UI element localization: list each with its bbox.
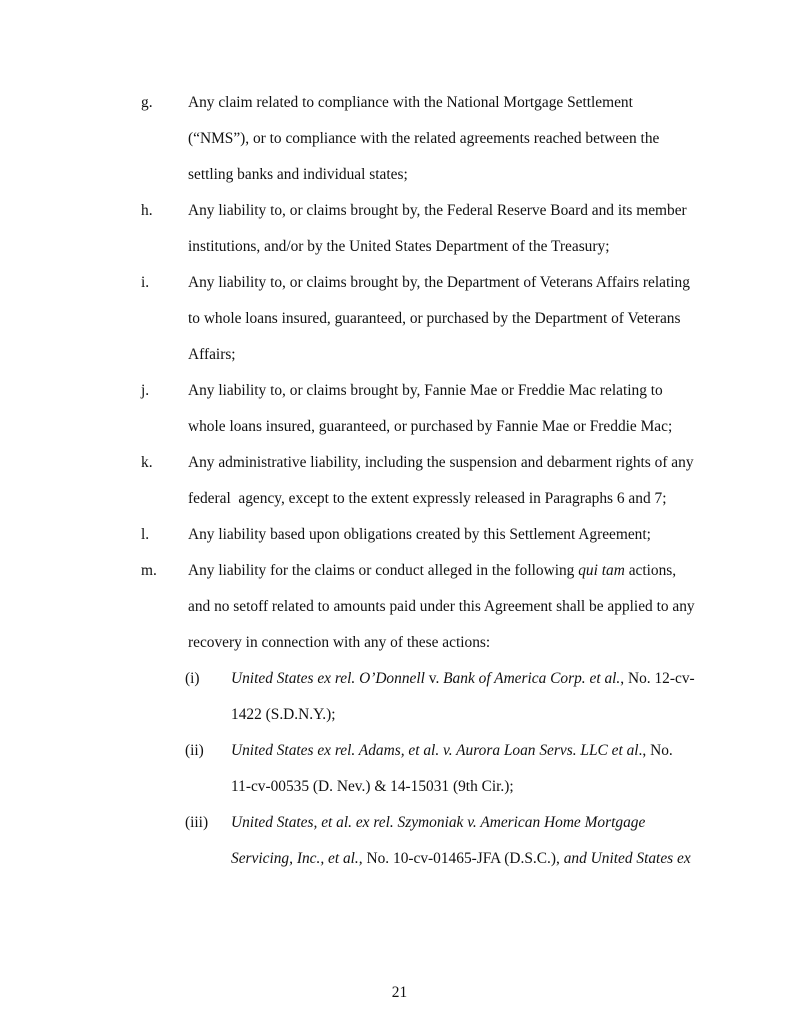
case-name-part: Bank of America Corp. et al.: [443, 670, 621, 687]
item-i-line-2: to whole loans insured, guaranteed, or purchased by the Department of Veterans: [188, 310, 681, 327]
subitem-ii-line-2: 11-cv-00535 (D. Nev.) & 14-15031 (9th Cir.);: [231, 778, 514, 795]
item-k-line-1: Any administrative liability, including the suspension and debarment rights of any: [188, 454, 694, 471]
case-number-text: , No. 12-cv-: [620, 670, 695, 687]
subitem-i-line-2: 1422 (S.D.N.Y.);: [231, 706, 336, 723]
item-i-line-1: Any liability to, or claims brought by, the Department of Veterans Affairs relating: [188, 274, 690, 291]
case-name-part: United States ex rel. Adams, et al. v. Aurora Loan Servs. LLC et al: [231, 742, 639, 759]
subitem-i-line-1: [231, 669, 695, 689]
subitem-ii-line-1: [231, 741, 673, 761]
case-name-part: United States, et al. ex rel. Szymoniak v. American Home Mortgage: [231, 814, 646, 831]
case-number-text: No. 10-cv-01465-JFA (D.S.C.),: [362, 850, 564, 867]
subitem-label-i: (i): [185, 670, 200, 687]
item-label-j: j.: [141, 382, 150, 399]
case-name-part: Servicing, Inc., et al.,: [231, 850, 363, 867]
item-m-line-1: [188, 561, 676, 581]
case-name-part: United States ex rel. O’Donnell: [231, 670, 425, 687]
page-number: 21: [391, 984, 408, 1001]
item-k-line-2: federal agency, except to the extent expressly released in Paragraphs 6 and 7;: [188, 490, 667, 507]
qui-tam-term: qui tam: [578, 562, 625, 579]
case-number-text: ., No.: [638, 742, 673, 759]
item-l-line-1: Any liability based upon obligations created by this Settlement Agreement;: [188, 526, 651, 543]
item-label-k: k.: [141, 454, 153, 471]
case-name-part: and United States ex: [563, 850, 691, 867]
subitem-label-iii: (iii): [185, 814, 209, 831]
item-label-l: l.: [141, 526, 150, 543]
item-j-line-2: whole loans insured, guaranteed, or purchased by Fannie Mae or Freddie Mac;: [188, 418, 673, 435]
item-g-line-2: (“NMS”), or to compliance with the related agreements reached between the: [188, 130, 660, 147]
item-label-g: g.: [141, 94, 153, 111]
versus-text: v.: [424, 670, 444, 687]
item-i-line-3: Affairs;: [188, 346, 236, 363]
item-label-m: m.: [141, 562, 157, 579]
subitem-iii-line-1: [231, 813, 645, 833]
item-g-line-1: Any claim related to compliance with the National Mortgage Settlement: [188, 94, 633, 111]
item-label-i: i.: [141, 274, 150, 291]
item-g-line-3: settling banks and individual states;: [188, 166, 408, 183]
item-m-line-1-post: actions,: [624, 562, 677, 579]
item-h-line-1: Any liability to, or claims brought by, the Federal Reserve Board and its member: [188, 202, 687, 219]
item-h-line-2: institutions, and/or by the United States Department of the Treasury;: [188, 238, 610, 255]
item-label-h: h.: [141, 202, 153, 219]
item-m-line-1-pre: Any liability for the claims or conduct alleged in the following: [188, 562, 579, 579]
item-m-line-3: recovery in connection with any of these actions:: [188, 634, 491, 651]
subitem-iii-line-2: [231, 849, 691, 869]
item-m-line-2: and no setoff related to amounts paid under this Agreement shall be applied to any: [188, 598, 695, 615]
subitem-label-ii: (ii): [185, 742, 204, 759]
item-j-line-1: Any liability to, or claims brought by, Fannie Mae or Freddie Mac relating to: [188, 382, 663, 399]
